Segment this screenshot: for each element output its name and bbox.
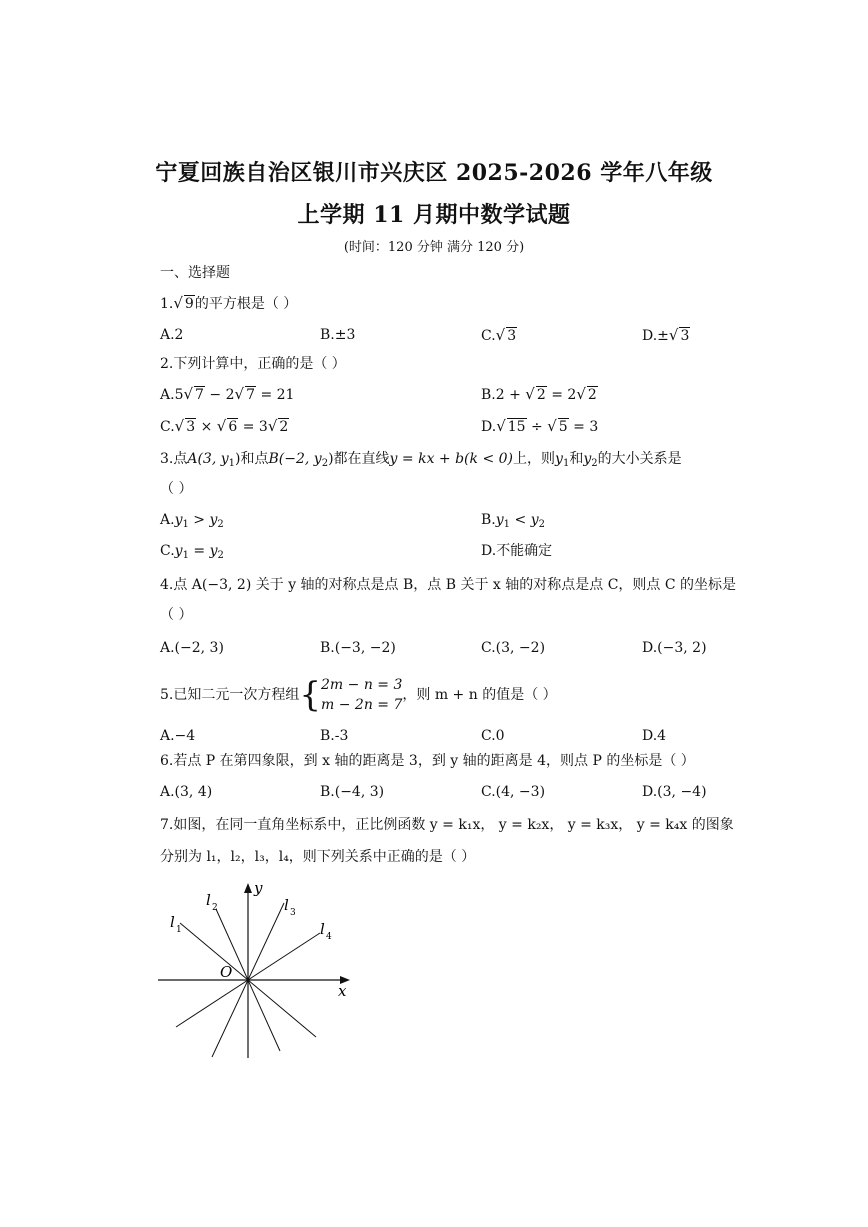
- q1-option-c: C.√ 3: [481, 326, 517, 344]
- exam-title-line2: 上学期 11 月期中数学试题: [297, 202, 571, 228]
- q5-option-c: C.0: [481, 728, 505, 744]
- q4-option-a: A.(−2, 3): [160, 640, 224, 656]
- q1-number: 1.: [160, 296, 174, 312]
- q3-option-c: $C.y_1 = y_2$: [160, 543, 224, 561]
- question-7-line2: 分别为 l₁，l₂，l₃，l₄，则下列关系中正确的是（ ）: [160, 849, 476, 865]
- question-7: 7.如图，在同一直角坐标系中，正比例函数 y = k₁x， y = k₂x， y = k₃x， y = k₄x 的图象: [160, 817, 734, 833]
- label-l4-sub: 4: [326, 932, 332, 942]
- q1-option-b: B.±3: [320, 327, 356, 343]
- q2-option-c: C.√ 3 × √ 6 = 3√ 2: [160, 417, 289, 435]
- q3-option-d: D.不能确定: [481, 543, 553, 559]
- question-3: 3.点A(3, $y_1$)和点B(−2, $y_2$)都在直线y = kx + b(k < 0)上，则$y_1$和$y_2$的大小关系是: [160, 451, 682, 469]
- q1-option-a: A.2: [160, 327, 184, 343]
- question-1: 1.√ 9的平方根是（ ）: [160, 294, 298, 312]
- q1-radicand: 9: [184, 296, 194, 312]
- q3-paren: （ ）: [160, 481, 193, 497]
- label-l3: l: [284, 896, 289, 914]
- q4-option-b: B.(−3, −2): [320, 640, 396, 656]
- q5-option-a: A.−4: [160, 728, 196, 744]
- q6-option-a: A.(3, 4): [160, 784, 213, 800]
- q5-eq1: 2m − n = 3: [321, 677, 403, 693]
- exam-title-line1: 宁夏回族自治区银川市兴庆区 2025-2026 学年八年级: [155, 160, 713, 186]
- label-l3-sub: 3: [290, 908, 296, 918]
- y-axis-arrow: [244, 883, 252, 893]
- x-axis-label: x: [338, 982, 347, 1000]
- label-l1-sub: 1: [176, 925, 182, 935]
- y-axis-label: y: [254, 879, 263, 897]
- q3-option-b: $B.y_1 < y_2$: [481, 512, 545, 530]
- q5-option-b: B.-3: [320, 728, 349, 744]
- question-6: 6.若点 P 在第四象限，到 x 轴的距离是 3，到 y 轴的距离是 4，则点 P 的坐标是（ ）: [160, 753, 695, 769]
- label-l2: l: [206, 891, 211, 909]
- q5-eq2: m − 2n = 7: [321, 697, 403, 713]
- q4-option-d: D.(−3, 2): [642, 640, 707, 656]
- q6-option-d: D.(3, −4): [642, 784, 707, 800]
- q3-option-a: $A.y_1 > y_2$: [160, 512, 224, 530]
- q6-option-c: C.(4, −3): [481, 784, 546, 800]
- question-5: 5.已知二元一次方程组{2m − n = 3 m − 2n = 7，则 m + n 的值是（ ）: [160, 675, 557, 715]
- q2-option-d: D.√ 15 ÷ √ 5 = 3: [481, 417, 599, 435]
- label-l4: l: [320, 920, 325, 938]
- q2-option-b: B.2 + √ 2 = 2√ 2: [481, 385, 597, 403]
- exam-meta: (时间：120 分钟 满分 120 分): [343, 240, 525, 255]
- q4-option-c: C.(3, −2): [481, 640, 546, 656]
- q2-option-a: A.5√ 7 − 2√ 7 = 21: [160, 385, 295, 403]
- section-heading: 一、选择题: [160, 265, 230, 281]
- q7-figure: [150, 875, 360, 1060]
- q6-option-b: B.(−4, 3): [320, 784, 385, 800]
- question-2: 2.下列计算中，正确的是（ ）: [160, 356, 346, 372]
- origin-label: O: [220, 963, 233, 981]
- q4-paren: （ ）: [160, 607, 193, 623]
- label-l2-sub: 2: [212, 903, 218, 913]
- q1-text: 的平方根是（ ）: [194, 296, 298, 312]
- q5-option-d: D.4: [642, 728, 667, 744]
- label-l1: l: [170, 913, 175, 931]
- question-4: 4.点 A(−3, 2) 关于 y 轴的对称点是点 B，点 B 关于 x 轴的对称点是点 C，则点 C 的坐标是: [160, 577, 737, 593]
- q1-option-d: D.±√ 3: [642, 326, 690, 344]
